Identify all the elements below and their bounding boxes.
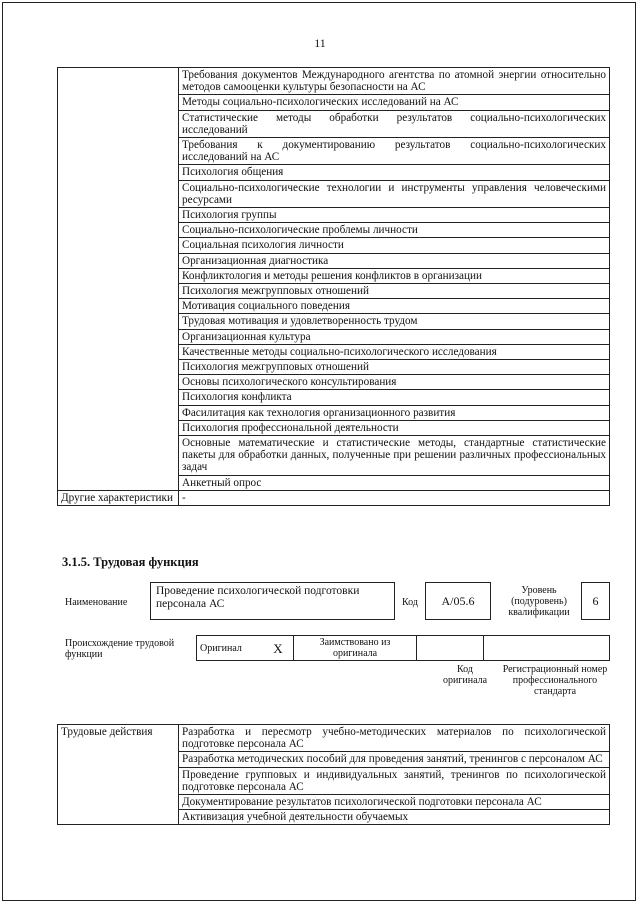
page-number: 11 <box>314 36 326 50</box>
knowledge-item: Психология профессиональной деятельности <box>179 420 610 435</box>
level-label: Уровень (подуровень) квалификации <box>508 585 570 618</box>
knowledge-item: Организационная культура <box>179 329 610 344</box>
knowledge-item: Основные математические и статистические методы, стандартные статистические пакеты для обработки данных, полученные при решении различных профессиональных задач <box>179 436 610 476</box>
knowledge-item: Трудовая мотивация и удовлетворенность трудом <box>179 314 610 329</box>
other-characteristics-row <box>58 490 610 505</box>
knowledge-item: Фасилитация как технология организационного развития <box>179 405 610 420</box>
code-original-caption: Код оригинала <box>442 664 488 686</box>
labor-actions-label: Трудовые действия <box>58 725 179 825</box>
section-title: 3.1.5. Трудовая функция <box>62 555 199 569</box>
knowledge-item: Требования к документированию результатов социально-психологических исследований на АС <box>179 138 610 165</box>
knowledge-item: Методы социально-психологических исследований на АС <box>179 95 610 110</box>
origin-table <box>196 635 610 661</box>
registration-caption: Регистрационный номер профессионального стандарта <box>502 664 608 697</box>
knowledge-item: Требования документов Международного агентства по атомной энергии относительно методов самооценки культуры безопасности на АС <box>179 68 610 95</box>
other-characteristics-label: Другие характеристики <box>58 490 179 505</box>
knowledge-item: Психология группы <box>179 208 610 223</box>
name-label: Наименование <box>65 597 128 608</box>
knowledge-item: Психология общения <box>179 165 610 180</box>
labor-action-item: Проведение групповых и индивидуальных занятий, тренингов по психологической подготовке персонала АС <box>179 767 610 794</box>
level-value-box: 6 <box>581 582 610 620</box>
knowledge-item: Статистические методы обработки результатов социально-психологических исследований <box>179 110 610 137</box>
other-characteristics-value: - <box>179 490 610 505</box>
knowledge-item: Социальная психология личности <box>179 238 610 253</box>
labor-action-item: Разработка и пересмотр учебно-методических материалов по психологической подготовке персонала АС <box>179 725 610 752</box>
original-code-cell <box>417 636 484 661</box>
borrowed-label: Заимствовано из оригинала <box>294 636 417 661</box>
knowledge-table <box>57 67 610 506</box>
knowledge-item: Анкетный опрос <box>179 475 610 490</box>
labor-actions-table <box>57 724 610 825</box>
origin-label: Происхождение трудовой функции <box>65 638 175 660</box>
knowledge-item: Социально-психологические проблемы личности <box>179 223 610 238</box>
function-code-box: A/05.6 <box>425 582 491 620</box>
knowledge-item: Мотивация социального поведения <box>179 299 610 314</box>
labor-action-item: Активизация учебной деятельности обучаемых <box>179 810 610 825</box>
knowledge-item: Психология межгрупповых отношений <box>179 360 610 375</box>
labor-action-item: Разработка методических пособий для проведения занятий, тренингов с персоналом АС <box>179 752 610 767</box>
knowledge-item: Психология конфликта <box>179 390 610 405</box>
knowledge-item: Социально-психологические технологии и инструменты управления человеческими ресурсами <box>179 180 610 207</box>
table-row <box>58 725 610 752</box>
function-name-box: Проведение психологической подготовки персонала АС <box>150 582 395 620</box>
knowledge-item: Качественные методы социально-психологического исследования <box>179 344 610 359</box>
original-label: Оригинал <box>197 636 264 661</box>
table-row <box>58 68 610 95</box>
knowledge-item: Организационная диагностика <box>179 253 610 268</box>
original-mark: X <box>263 636 294 661</box>
left-label-cell <box>58 68 179 491</box>
labor-action-item: Документирование результатов психологической подготовки персонала АС <box>179 795 610 810</box>
code-label: Код <box>402 597 418 608</box>
knowledge-item: Психология межгрупповых отношений <box>179 284 610 299</box>
knowledge-item: Конфликтология и методы решения конфликтов в организации <box>179 268 610 283</box>
registration-number-cell <box>484 636 610 661</box>
knowledge-item: Основы психологического консультирования <box>179 375 610 390</box>
